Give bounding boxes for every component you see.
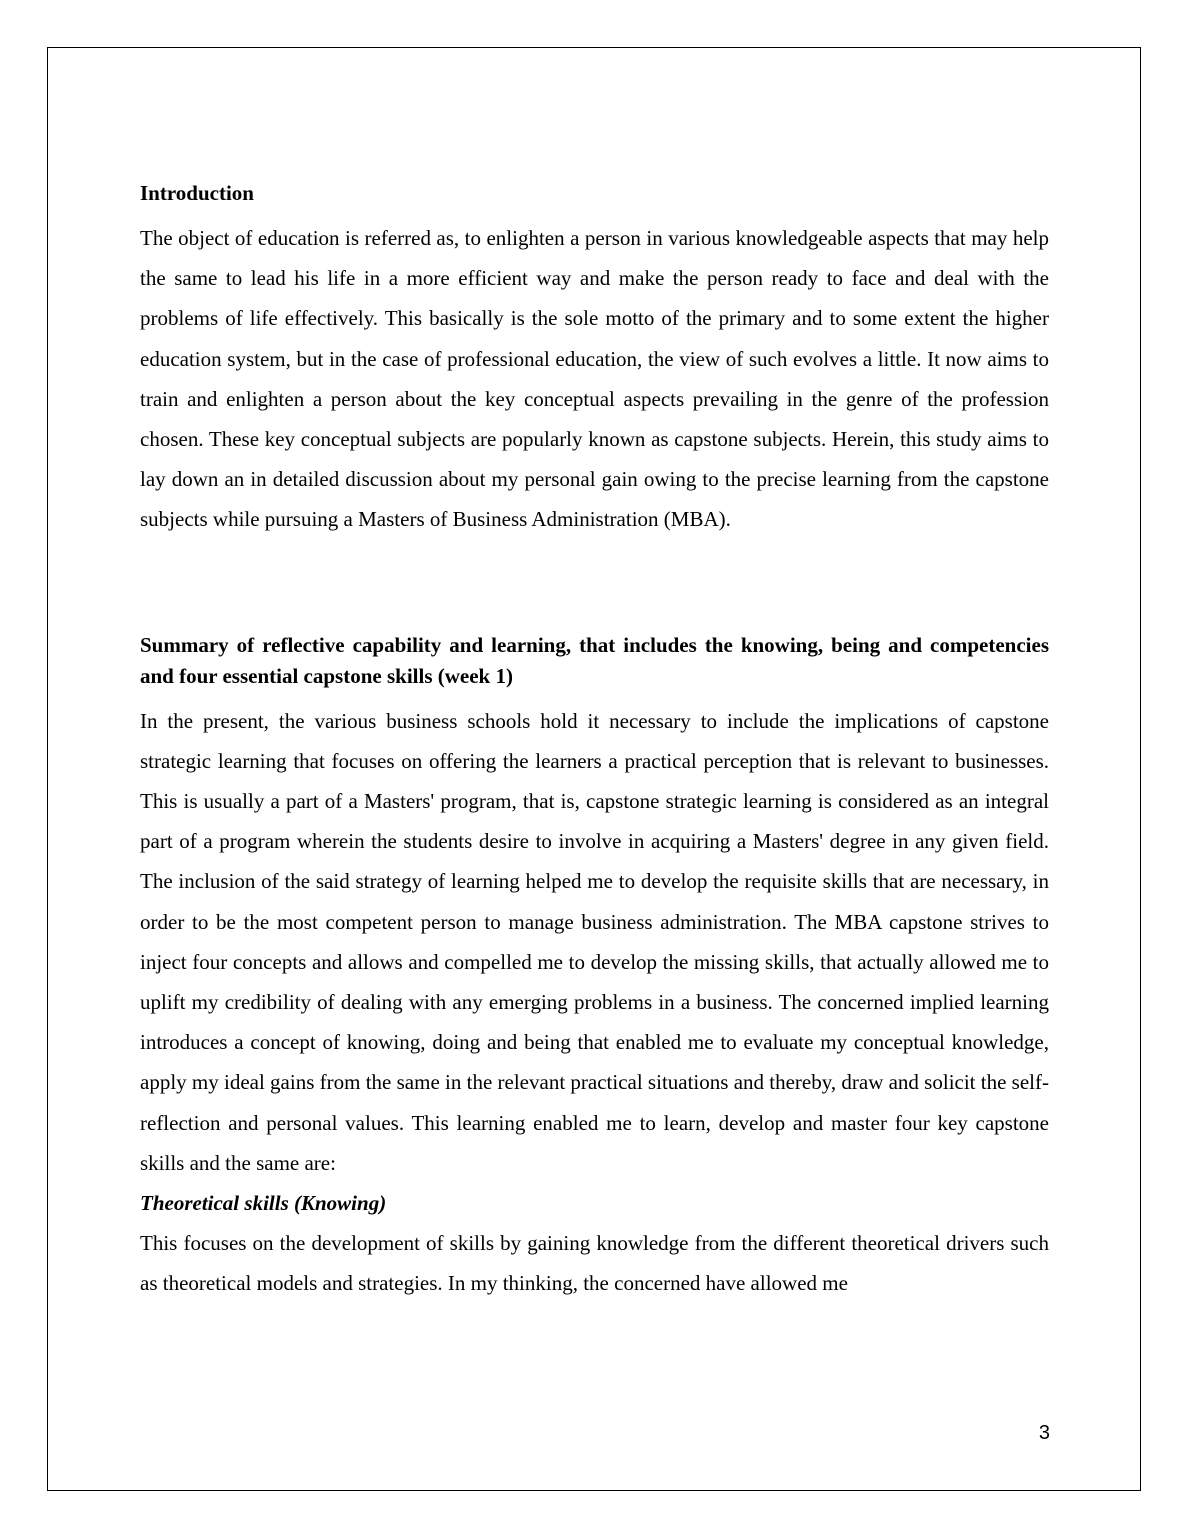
summary-paragraph: In the present, the various business schools hold it necessary to include the implications of capstone strategic learning that focuses on offering the learners a practical perception that is relevant to businesses. This is usually a part of a Masters' program, that is, capstone strategic learning is considered as an integral part of a program wherein the students desire to involve in acquiring a Masters' degree in any given field. The inclusion of the said strategy of learning helped me to develop the requisite skills that are necessary, in order to be the most competent person to manage business administration. The MBA capstone strives to inject four concepts and allows and compelled me to develop the missing skills, that actually allowed me to uplift my credibility of dealing with any emerging problems in a business. The concerned implied learning introduces a concept of knowing, doing and being that enabled me to evaluate my conceptual knowledge, apply my ideal gains from the same in the relevant practical situations and thereby, draw and solicit the self-reflection and personal values. This learning enabled me to learn, develop and master four key capstone skills and the same are: — [140, 708, 1049, 1175]
summary-heading: Summary of reflective capability and learning, that includes the knowing, being and competencies and four essential capstone skills (week 1) — [140, 632, 1049, 688]
document-content — [140, 178, 1049, 1303]
section-spacer — [140, 540, 1049, 630]
introduction-paragraph: The object of education is referred as, to enlighten a person in various knowledgeable aspects that may help the same to lead his life in a more efficient way and make the person ready to face and deal with the problems of life effectively. This basically is the sole motto of the primary and to some extent the higher education system, but in the case of professional education, the view of such evolves a little. It now aims to train and enlighten a person about the key conceptual aspects prevailing in the genre of the profession chosen. These key conceptual subjects are popularly known as capstone subjects. Herein, this study aims to lay down an in detailed discussion about my personal gain owing to the precise learning from the capstone subjects while pursuing a Masters of Business Administration (MBA). — [140, 226, 1049, 532]
theoretical-skills-heading: Theoretical skills (Knowing) — [140, 1191, 387, 1216]
theoretical-skills-paragraph: This focuses on the development of skills by gaining knowledge from the different theoretical drivers such as theoretical models and strategies. In my thinking, the concerned have allowed me — [140, 1231, 1049, 1296]
introduction-heading: Introduction — [140, 181, 254, 205]
page-number: 3 — [1038, 1422, 1050, 1444]
